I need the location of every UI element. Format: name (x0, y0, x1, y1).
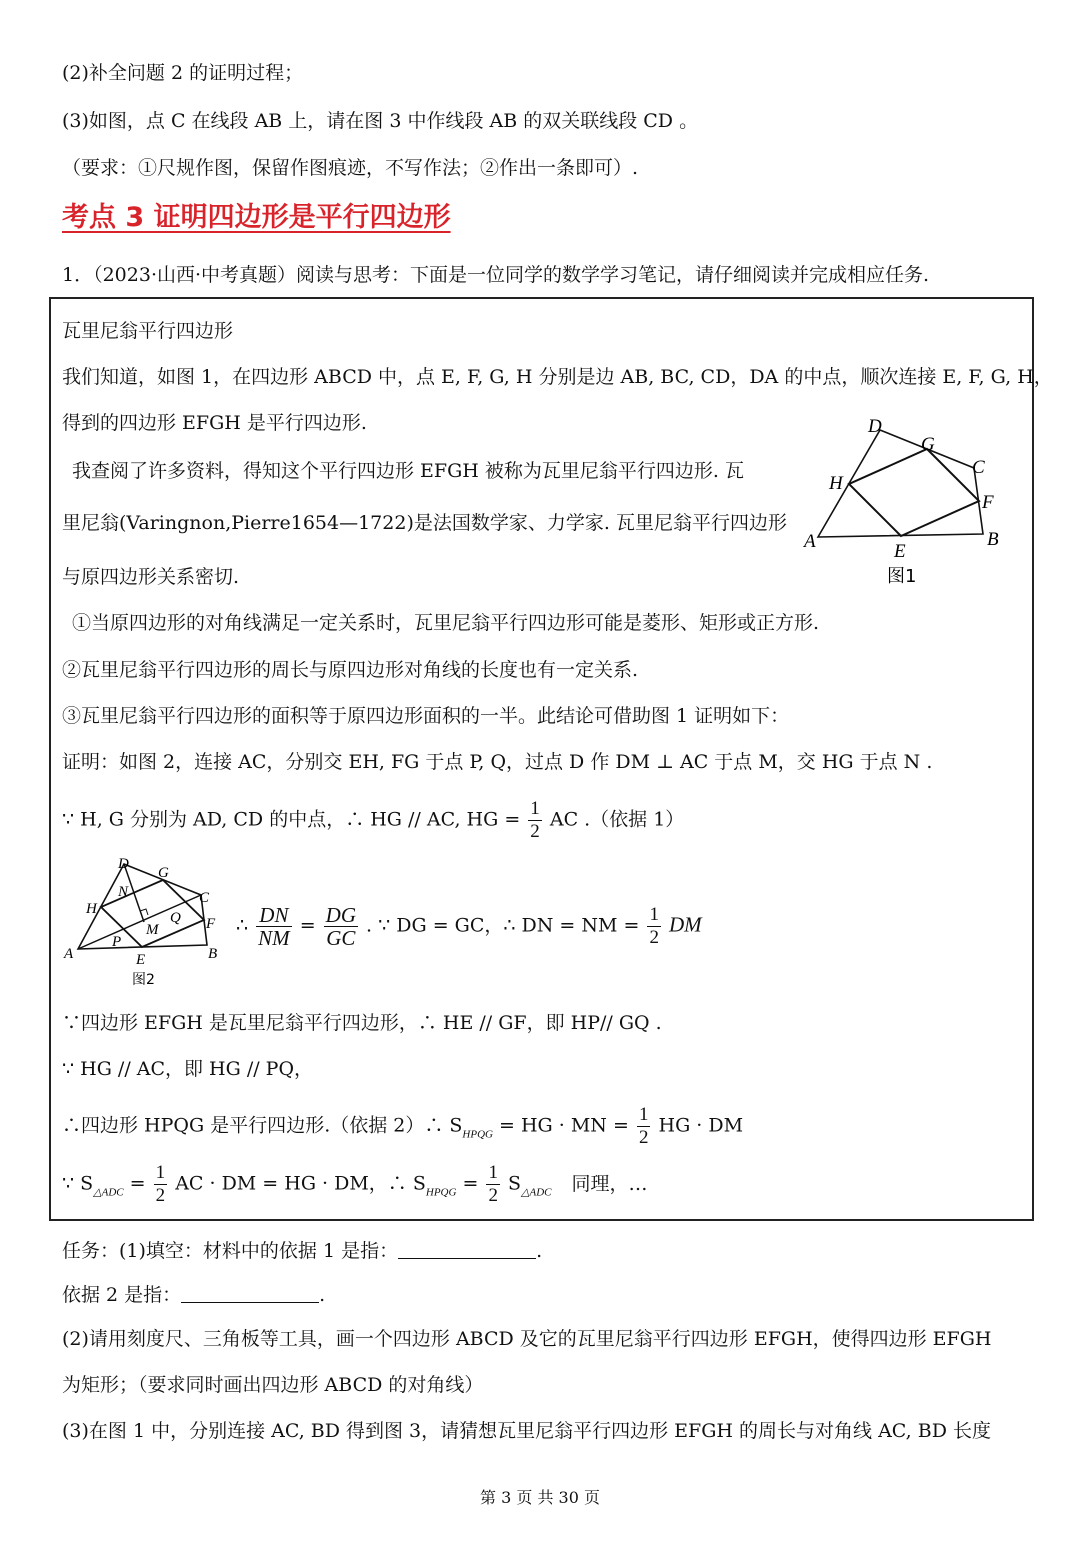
proof5-text-a: ∴四边形 HPQG 是平行四边形.（依据 2）∴ S (62, 1114, 463, 1137)
subscript-hpqg-2: HPQG (425, 1186, 457, 1199)
task-2a: (2)请用刻度尺、三角板等工具，画一个四边形 ABCD 及它的瓦里尼翁平行四边形 EFGH，使得四边形 EFGH (62, 1328, 992, 1350)
note-paragraph-1a: 我们知道，如图 1，在四边形 ABCD 中，点 E, F, G, H 分别是边 AB, BC, CD，DA 的中点，顺次连接 E, F, G, H， (62, 366, 1053, 388)
task-1a-text: 任务：(1)填空：材料中的依据 1 是指： (62, 1240, 399, 1262)
conclusion-2: ②瓦里尼翁平行四边形的周长与原四边形对角线的长度也有一定关系. (62, 659, 639, 681)
quad-abcd (818, 430, 983, 537)
fig2-label-g: G (158, 865, 169, 881)
answer-blank-2[interactable] (181, 1284, 319, 1303)
proof-line-3: ∵四边形 EFGH 是瓦里尼翁平行四边形，∴ HE // GF，即 HP// GQ . (62, 1012, 662, 1034)
task-1b-text: 依据 2 是指： (62, 1284, 182, 1306)
fig2-label-n: N (118, 884, 129, 900)
proof-line-5 (62, 1104, 743, 1155)
figure-2 (58, 852, 228, 992)
ratio-line: ∴ $\frac{DN}{NM}$ = $\frac{DG}{GC}$ . ∵ DG = GC，∴ DN = NM = $\frac{1}{2}$ DM (236, 903, 702, 950)
proof-line-1: 证明：如图 2，连接 AC，分别交 EH, FG 于点 P, Q，过点 D 作 DM ⊥ AC 于点 M，交 HG 于点 N . (62, 751, 933, 773)
fig2-label-d: D (118, 856, 129, 872)
ratio-text-c: DM (669, 912, 702, 937)
task-3: (3)在图 1 中，分别连接 AC, BD 得到图 3，请猜想瓦里尼翁平行四边形 EFGH 的周长与对角线 AC, BD 长度 (62, 1420, 991, 1442)
proof6-text-f: 同理，… (571, 1172, 648, 1195)
fig1-label-f: F (982, 492, 994, 513)
ratio-text-a: ∴ (236, 914, 249, 937)
fig1-label-d: D (868, 416, 882, 437)
note-paragraph-2a: 我查阅了许多资料，得知这个平行四边形 EFGH 被称为瓦里尼翁平行四边形. 瓦 (72, 460, 744, 482)
intro-requirement: （要求：①尺规作图，保留作图痕迹，不写作法；②作出一条即可）. (62, 157, 639, 179)
proof5-text-c: HG · DM (658, 1114, 744, 1137)
quad-abcd-2 (78, 864, 207, 949)
proof2-text-a: ∵ H, G 分别为 AD, CD 的中点，∴ HG // AC, HG = (62, 808, 521, 831)
task-1a: 任务：(1)填空：材料中的依据 1 是指： . (62, 1240, 543, 1262)
fraction-dg-gc: $\frac{DG}{GC}$ (325, 903, 356, 950)
subscript-hpqg: HPQG (462, 1128, 493, 1141)
proof5-text-b: = HG · MN = (499, 1114, 629, 1137)
section-title: 考点 3 证明四边形是平行四边形 (62, 202, 451, 233)
conclusion-3: ③瓦里尼翁平行四边形的面积等于原四边形面积的一半。此结论可借助图 1 证明如下： (62, 705, 790, 727)
fig2-label-b: B (208, 946, 218, 962)
subscript-adc-2: △ADC (521, 1186, 552, 1199)
answer-blank-1[interactable] (398, 1240, 536, 1259)
proof6-text-d: = (462, 1172, 479, 1195)
figure-1 (800, 412, 1010, 592)
proof6-text-e: S (508, 1172, 522, 1195)
fig2-label-h: H (86, 901, 97, 917)
task-2b: 为矩形；（要求同时画出四边形 ABCD 的对角线） (62, 1374, 484, 1396)
proof6-text-b: = (129, 1172, 146, 1195)
proof-line-4: ∵ HG // AC，即 HG // PQ， (62, 1058, 314, 1080)
ratio-text-b: . ∵ DG = GC，∴ DN = NM = (366, 914, 640, 937)
fraction-one-half-3: $\frac{1}{2}$ (638, 1104, 649, 1148)
fraction-one-half-5: $\frac{1}{2}$ (488, 1162, 498, 1206)
fraction-one-half-4: $\frac{1}{2}$ (155, 1162, 166, 1206)
conclusion-1: ①当原四边形的对角线满足一定关系时，瓦里尼翁平行四边形可能是菱形、矩形或正方形. (72, 612, 820, 634)
proof-line-6 (62, 1162, 648, 1214)
task-1b: 依据 2 是指： . (62, 1284, 326, 1306)
note-paragraph-2b: 里尼翁(Varingnon,Pierre1654—1722)是法国数学家、力学家. 瓦里尼翁平行四边形 (62, 512, 787, 534)
fig2-label-a: A (64, 946, 74, 962)
fig2-label-q: Q (170, 910, 181, 926)
fig1-caption: 图1 (887, 566, 917, 587)
proof2-text-b: AC .（依据 1） (549, 808, 685, 831)
fig2-caption: 图2 (132, 972, 155, 988)
fig1-label-e: E (894, 541, 906, 562)
fig1-label-h: H (829, 473, 843, 494)
fraction-one-half: $\frac{1}{2}$ (530, 798, 540, 842)
page-footer: 第 3 页 共 30 页 (480, 1488, 600, 1507)
fig2-label-m: M (146, 922, 159, 938)
subscript-adc: △ADC (93, 1186, 124, 1199)
fig2-label-p: P (112, 934, 122, 950)
note-paragraph-2c: 与原四边形关系密切. (62, 566, 240, 588)
fig2-label-f: F (206, 916, 216, 932)
intro-question-3: (3)如图，点 C 在线段 AB 上，请在图 3 中作线段 AB 的双关联线段 CD 。 (62, 110, 699, 132)
note-paragraph-1b: 得到的四边形 EFGH 是平行四边形. (62, 412, 367, 434)
fig1-label-g: G (921, 434, 935, 455)
fig1-label-b: B (987, 529, 999, 550)
proof-line-2 (62, 798, 684, 843)
fraction-dn-nm: $\frac{DN}{NM}$ (258, 903, 290, 950)
fig2-label-e: E (136, 952, 146, 968)
note-title: 瓦里尼翁平行四边形 (62, 320, 234, 342)
intro-question-2: (2)补全问题 2 的证明过程； (62, 62, 304, 84)
fraction-one-half-2: $\frac{1}{2}$ (649, 904, 659, 948)
proof6-text-a: ∵ S (62, 1172, 94, 1195)
fig1-label-a: A (804, 531, 816, 552)
fig1-label-c: C (972, 457, 985, 478)
fig2-label-c: C (199, 890, 210, 906)
problem-stem: 1．（2023·山西·中考真题）阅读与思考：下面是一位同学的数学学习笔记，请仔细阅读并完成相应任务. (62, 264, 930, 286)
proof6-text-c: AC · DM = HG · DM，∴ S (175, 1172, 426, 1195)
